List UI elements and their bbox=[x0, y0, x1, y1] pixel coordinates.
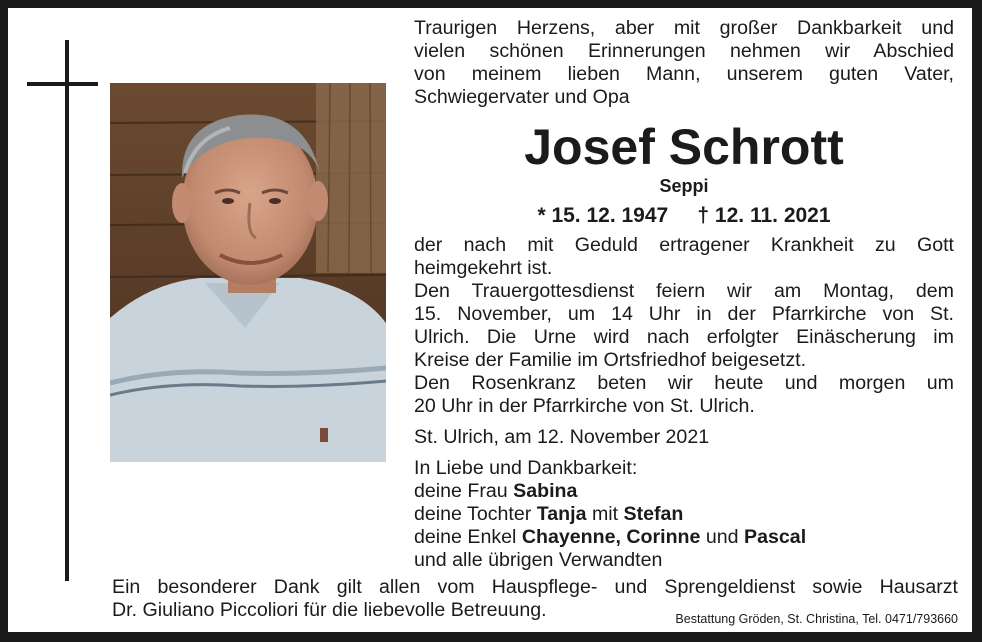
cross-icon bbox=[65, 40, 69, 581]
service-line: Den Trauergottesdienst feiern wir am Montag, dem bbox=[414, 280, 954, 302]
deceased-name: Josef Schrott bbox=[524, 119, 844, 175]
service-line: Den Rosenkranz beten wir heute und morgen um bbox=[414, 372, 954, 394]
service-line: 20 Uhr in der Pfarrkirche von St. Ulrich. bbox=[414, 395, 755, 417]
family-grandchildren: deine Enkel Chayenne, Corinne und Pascal bbox=[414, 526, 807, 548]
portrait-photo bbox=[110, 83, 386, 462]
service-text bbox=[414, 234, 954, 418]
birth-date: * 15. 12. 1947 bbox=[537, 204, 669, 227]
family-relatives: und alle übrigen Verwandten bbox=[414, 549, 663, 571]
service-line: Kreise der Familie im Ortsfriedhof beigesetzt. bbox=[414, 349, 807, 371]
obituary-card bbox=[8, 8, 972, 632]
thanks-line: Dr. Giuliano Piccoliori für die liebevolle Betreuung. bbox=[112, 599, 547, 621]
nickname: Seppi bbox=[659, 176, 709, 196]
intro-text bbox=[414, 17, 954, 109]
life-dates bbox=[414, 203, 954, 229]
family-list bbox=[414, 457, 954, 572]
service-line: der nach mit Geduld ertragener Krankheit zu Gott bbox=[414, 234, 954, 256]
death-date: † 12. 11. 2021 bbox=[697, 204, 831, 227]
service-line: heimgekehrt ist. bbox=[414, 257, 553, 279]
intro-line: vielen schönen Erinnerungen nehmen wir Abschied bbox=[414, 40, 954, 62]
funeral-home-footer: Bestattung Gröden, St. Christina, Tel. 0471/793660 bbox=[675, 612, 958, 626]
cross-icon-bar bbox=[27, 82, 98, 86]
intro-line: Traurigen Herzens, aber mit großer Dankbarkeit und bbox=[414, 17, 954, 39]
family-wife: deine Frau Sabina bbox=[414, 480, 578, 502]
service-line: Ulrich. Die Urne wird nach erfolgter Einäscherung im bbox=[414, 326, 954, 348]
thanks-line: Ein besonderer Dank gilt allen vom Hauspflege- und Sprengeldienst sowie Hausarzt bbox=[112, 576, 958, 598]
service-line: 15. November, um 14 Uhr in der Pfarrkirche von St. bbox=[414, 303, 954, 325]
intro-line: von meinem lieben Mann, unserem guten Vater, bbox=[414, 63, 954, 85]
family-daughter: deine Tochter Tanja mit Stefan bbox=[414, 503, 684, 525]
place-date: St. Ulrich, am 12. November 2021 bbox=[414, 426, 710, 448]
intro-line: Schwiegervater und Opa bbox=[414, 86, 630, 108]
family-heading: In Liebe und Dankbarkeit: bbox=[414, 457, 638, 479]
